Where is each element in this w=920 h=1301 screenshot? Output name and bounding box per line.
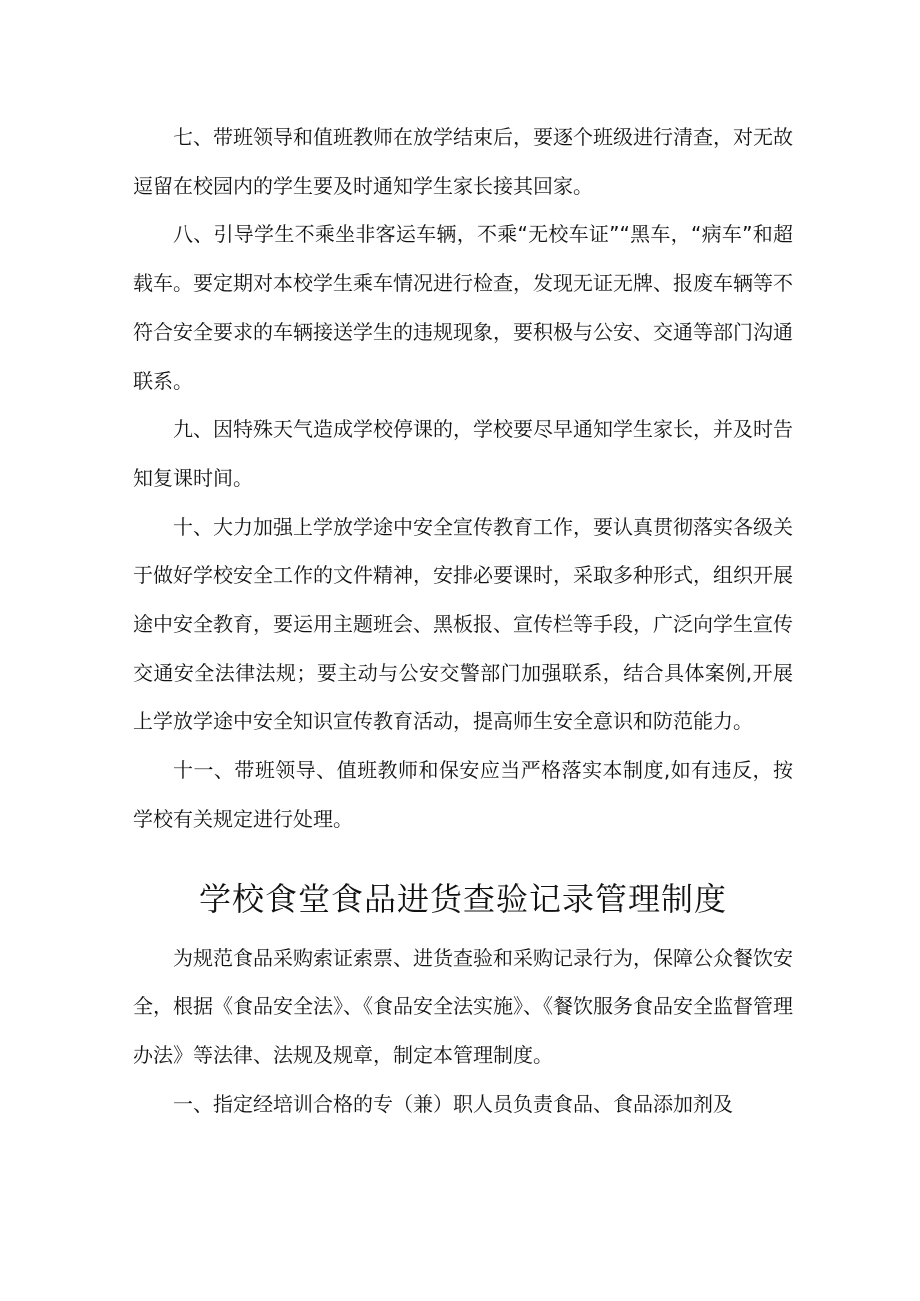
paragraph-nine: 九、因特殊天气造成学校停课的，学校要尽早通知学生家长，并及时告知复课时间。 (133, 417, 793, 490)
paragraph-eight: 八、引导学生不乘坐非客运车辆，不乘“无校车证”“黑车，“病车”和超载车。要定期对本校学生乘车情况进行检查，发现无证无牌、报废车辆等不符合安全要求的车辆接送学生的违规现象，要积极与公安、交通等部门沟通联系。 (133, 222, 793, 393)
document-body (133, 113, 793, 1128)
paragraph-eleven: 十一、带班领导、值班教师和保安应当严格落实本制度,如有违反，按学校有关规定进行处理。 (133, 758, 793, 831)
paragraph-intro: 为规范食品采购索证索票、进货查验和采购记录行为，保障公众餐饮安全，根据《食品安全法》、《食品安全法实施》、《餐饮服务食品安全监督管理办法》等法律、法规及规章，制定本管理制度。 (133, 945, 793, 1067)
paragraph-one: 一、指定经培训合格的专（兼）职人员负责食品、食品添加剂及 (173, 1091, 733, 1116)
paragraph-seven: 七、带班领导和值班教师在放学结束后，要逐个班级进行清查，对无故逗留在校园内的学生要及时通知学生家长接其回家。 (133, 125, 793, 198)
section-title: 学校食堂食品进货查验记录管理制度 (198, 879, 727, 918)
paragraph-ten: 十、大力加强上学放学途中安全宣传教育工作，要认真贯彻落实各级关于做好学校安全工作的文件精神，安排必要课时，采取多种形式，组织开展途中安全教育，要运用主题班会、黑板报、宣传栏等手段，广泛向学生宣传交通安全法律法规；要主动与公安交警部门加强联系，结合具体案例,开展上学放学途中安全知识宣传教育活动，提高师生安全意识和防范能力。 (133, 514, 793, 734)
